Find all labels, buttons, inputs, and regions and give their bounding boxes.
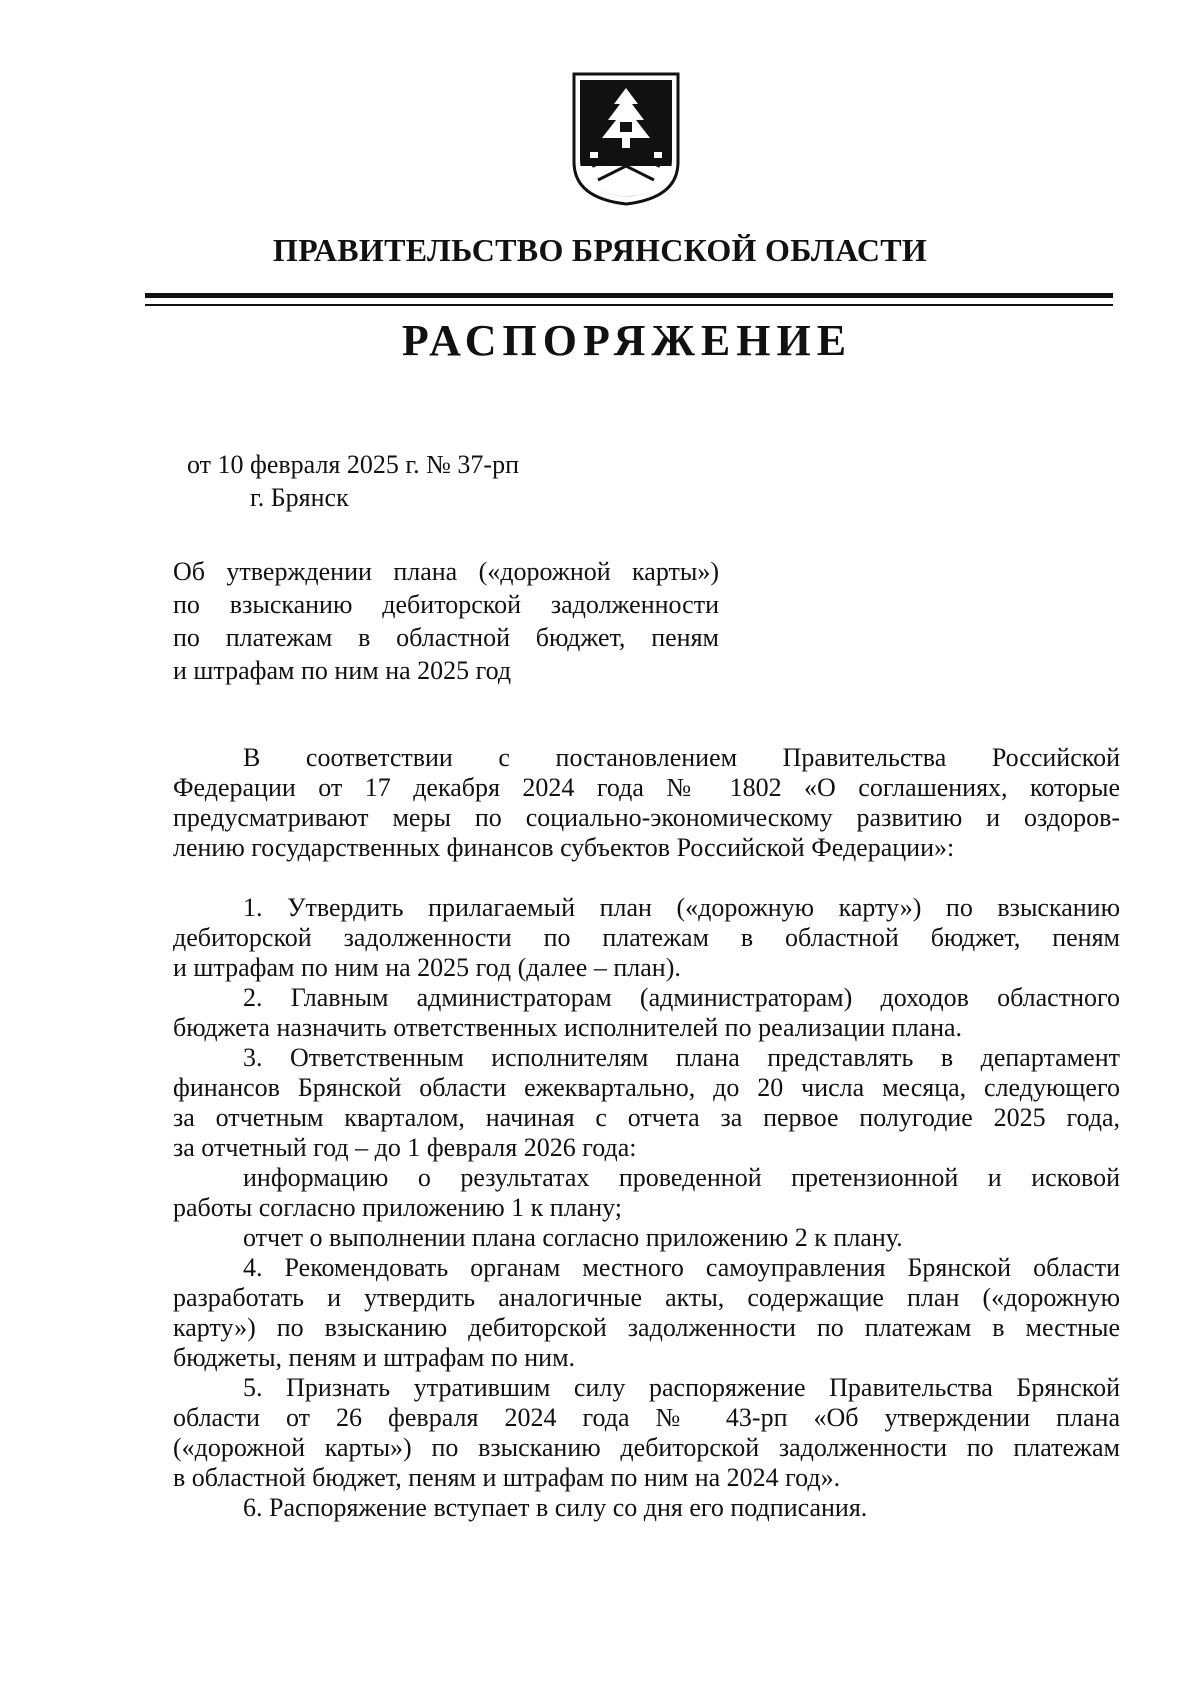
body-line: и штрафам по ним на 2025 год (далее – план). xyxy=(173,953,681,982)
body-line: бюджета назначить ответственных исполнителей по реализации плана. xyxy=(173,1013,963,1042)
body-line: («дорожной карты») по взысканию дебиторской задолженности по платежам xyxy=(173,1433,1120,1462)
body-line: за отчетный год – до 1 февраля 2026 года: xyxy=(173,1133,637,1162)
subject-line: по взысканию дебиторской задолженности xyxy=(173,590,719,619)
item-paragraph-3a xyxy=(173,1163,1120,1223)
body-line: дебиторской задолженности по платежам в областной бюджет, пеням xyxy=(173,923,1120,952)
body-line: в областной бюджет, пеням и штрафам по ним на 2024 год». xyxy=(173,1463,841,1492)
body-line: 5. Признать утратившим силу распоряжение Правительства Брянской xyxy=(243,1373,1120,1402)
header-divider-thick xyxy=(145,293,1113,298)
item-paragraph-5 xyxy=(173,1373,1120,1493)
subject-line: Об утверждении плана («дорожной карты») xyxy=(173,557,719,586)
document-city: г. Брянск xyxy=(250,483,349,512)
body-line: разработать и утвердить аналогичные акты, содержащие план («дорожную xyxy=(173,1283,1120,1312)
body-line: финансов Брянской области ежеквартально, до 20 числа месяца, следующего xyxy=(173,1073,1120,1102)
subject-line: по платежам в областной бюджет, пеням xyxy=(173,623,719,652)
body-line: за отчетным кварталом, начиная с отчета за первое полугодие 2025 года, xyxy=(173,1103,1120,1132)
header-divider-thin xyxy=(145,304,1113,306)
document-type-title: РАСПОРЯЖЕНИЕ xyxy=(401,316,853,365)
preamble-paragraph xyxy=(173,743,1120,863)
body-line: 2. Главным администраторам (администраторам) доходов областного xyxy=(243,983,1120,1012)
bryansk-coat-of-arms-icon xyxy=(568,70,684,206)
item-paragraph-3b xyxy=(173,1223,1120,1253)
body-line: области от 26 февраля 2024 года № 43-рп «Об утверждении плана xyxy=(173,1403,1120,1432)
paragraph-gap xyxy=(173,863,1120,893)
document-subject xyxy=(173,555,719,687)
body-line: карту») по взысканию дебиторской задолженности по платежам в местные xyxy=(173,1313,1120,1342)
item-paragraph-6 xyxy=(173,1493,1120,1523)
organization-title: ПРАВИТЕЛЬСТВО БРЯНСКОЙ ОБЛАСТИ xyxy=(272,232,928,268)
body-line: бюджеты, пеням и штрафам по ним. xyxy=(173,1343,576,1372)
body-line: 3. Ответственным исполнителям плана представлять в департамент xyxy=(243,1043,1120,1072)
body-line: отчет о выполнении плана согласно приложению 2 к плану. xyxy=(243,1223,903,1252)
subject-line: и штрафам по ним на 2025 год xyxy=(173,656,512,685)
body-line: лению государственных финансов субъектов Российской Федерации»: xyxy=(173,833,955,862)
body-line: 6. Распоряжение вступает в силу со дня его подписания. xyxy=(243,1493,868,1522)
item-paragraph-1 xyxy=(173,893,1120,983)
body-line: предусматривают меры по социально-экономическому развитию и оздоров- xyxy=(173,803,1120,832)
body-line: В соответствии с постановлением Правительства Российской xyxy=(243,743,1120,772)
body-line: работы согласно приложению 1 к плану; xyxy=(173,1193,623,1222)
body-line: 4. Рекомендовать органам местного самоуправления Брянской области xyxy=(243,1253,1120,1282)
item-paragraph-2 xyxy=(173,983,1120,1043)
body-line: информацию о результатах проведенной претензионной и исковой xyxy=(243,1163,1120,1192)
item-paragraph-3 xyxy=(173,1043,1120,1163)
body-line: 1. Утвердить прилагаемый план («дорожную карту») по взысканию xyxy=(243,893,1120,922)
document-body xyxy=(173,743,1120,1523)
body-line: Федерации от 17 декабря 2024 года № 1802 «О соглашениях, которые xyxy=(173,773,1120,802)
item-paragraph-4 xyxy=(173,1253,1120,1373)
document-date-number: от 10 февраля 2025 г. № 37-рп xyxy=(187,450,519,479)
